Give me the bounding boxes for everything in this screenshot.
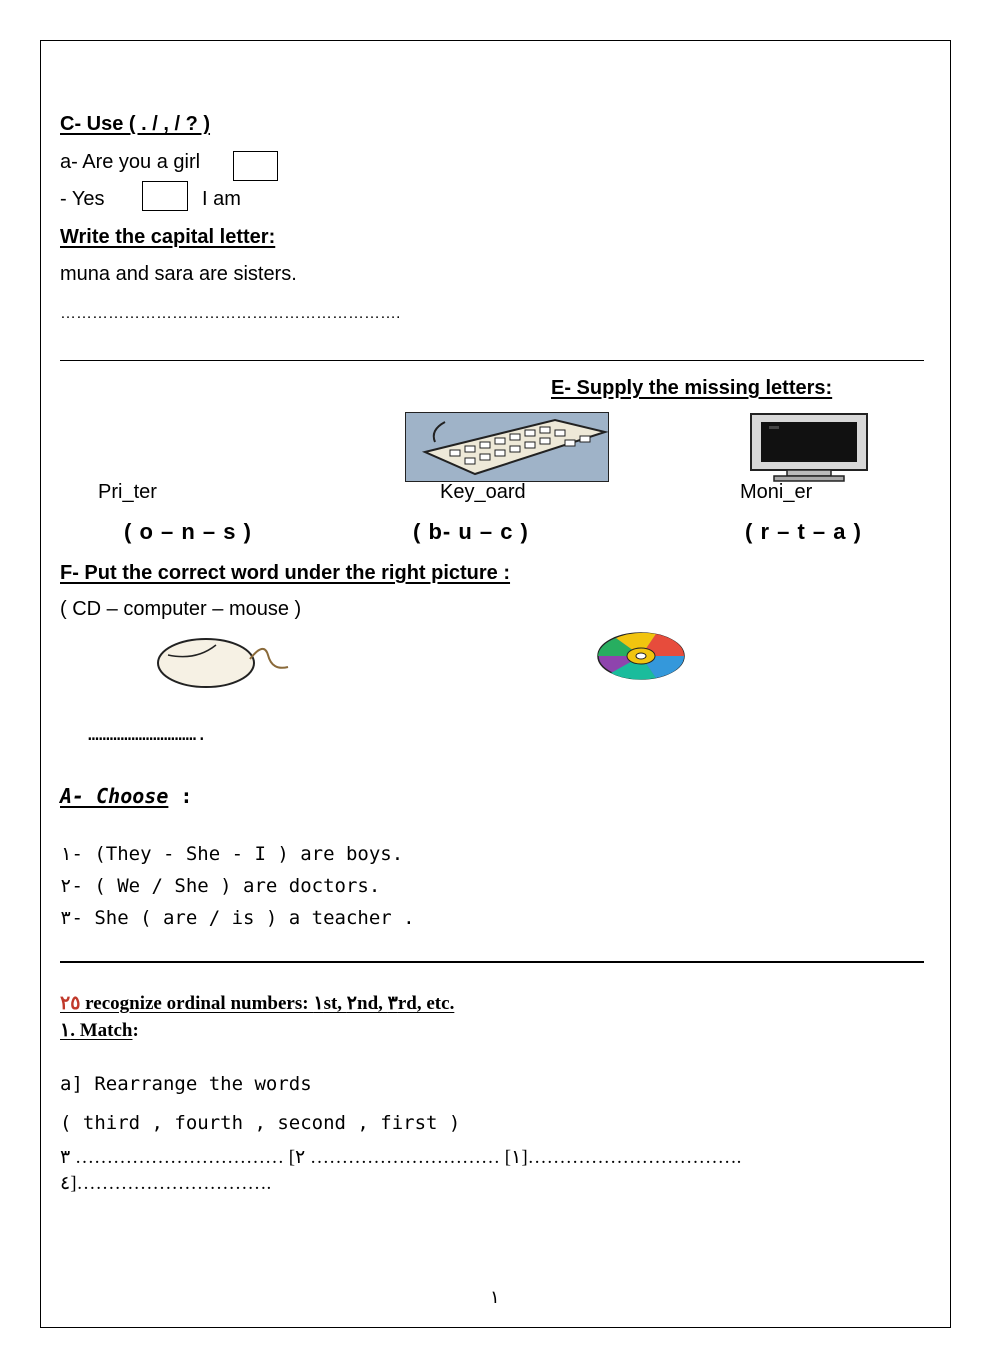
letters-printer: ( o – n – s ) [124, 519, 252, 544]
choose-item-1: ١- (They - She - I ) are boys. [60, 843, 404, 865]
section-e-title: E- Supply the missing letters: [551, 377, 833, 399]
ordinal-number: ٢٥ [60, 993, 81, 1014]
word-printer: Pri_ter [98, 481, 157, 503]
punctuation-box-2[interactable] [142, 181, 188, 211]
answer-line-2: ٤]…………………………. [60, 1173, 272, 1194]
divider-1 [60, 360, 924, 361]
monitor-image [749, 412, 869, 482]
divider-2 [60, 961, 924, 963]
letters-monitor: ( r – t – a ) [745, 519, 862, 544]
section-c-title: C- Use ( . / , / ? ) [60, 113, 211, 135]
answer-line-1: ١] ………………………… ٢] …………………………… ٣]……………………………. [60, 1147, 742, 1168]
rearrange-words: ( third , fourth , second , first ) [60, 1112, 461, 1134]
capital-answer-dots: ………………………………………………………. [60, 305, 401, 322]
capital-sentence: muna and sara are sisters. [60, 263, 297, 285]
section-a-colon: : [180, 784, 193, 808]
capital-title: Write the capital letter: [60, 226, 276, 248]
word-bank: ( CD – computer – mouse ) [60, 598, 302, 620]
cd-image [596, 631, 686, 681]
answer-i-am: I am [202, 188, 241, 210]
choose-item-3: ٣- She ( are / is ) a teacher . [60, 907, 415, 929]
punctuation-box-1[interactable] [233, 151, 278, 181]
page-number: ١ [490, 1287, 500, 1307]
ordinal-heading [60, 992, 454, 1015]
choose-item-2: ٢- ( We / She ) are doctors. [60, 875, 381, 897]
ordinal-title: recognize ordinal numbers: ١st, ٢nd, ٣rd, etc. [80, 993, 455, 1014]
word-keyboard: Key_oard [440, 481, 526, 503]
match-title: ١. Match [60, 1020, 133, 1041]
question-a: a- Are you a girl [60, 151, 201, 173]
keyboard-image [405, 412, 609, 482]
letters-keyboard: ( b- u – c ) [413, 519, 529, 544]
answer-yes: - Yes [60, 188, 105, 210]
mouse-image [156, 631, 292, 693]
match-colon: : [132, 1020, 139, 1041]
rearrange-title: a] Rearrange the words [60, 1073, 312, 1095]
section-f-title: F- Put the correct word under the right picture : [60, 562, 511, 584]
picture-answer-dots: …………………………. [88, 724, 208, 745]
word-monitor: Moni_er [740, 481, 813, 503]
section-a-title: A- Choose [60, 784, 169, 808]
